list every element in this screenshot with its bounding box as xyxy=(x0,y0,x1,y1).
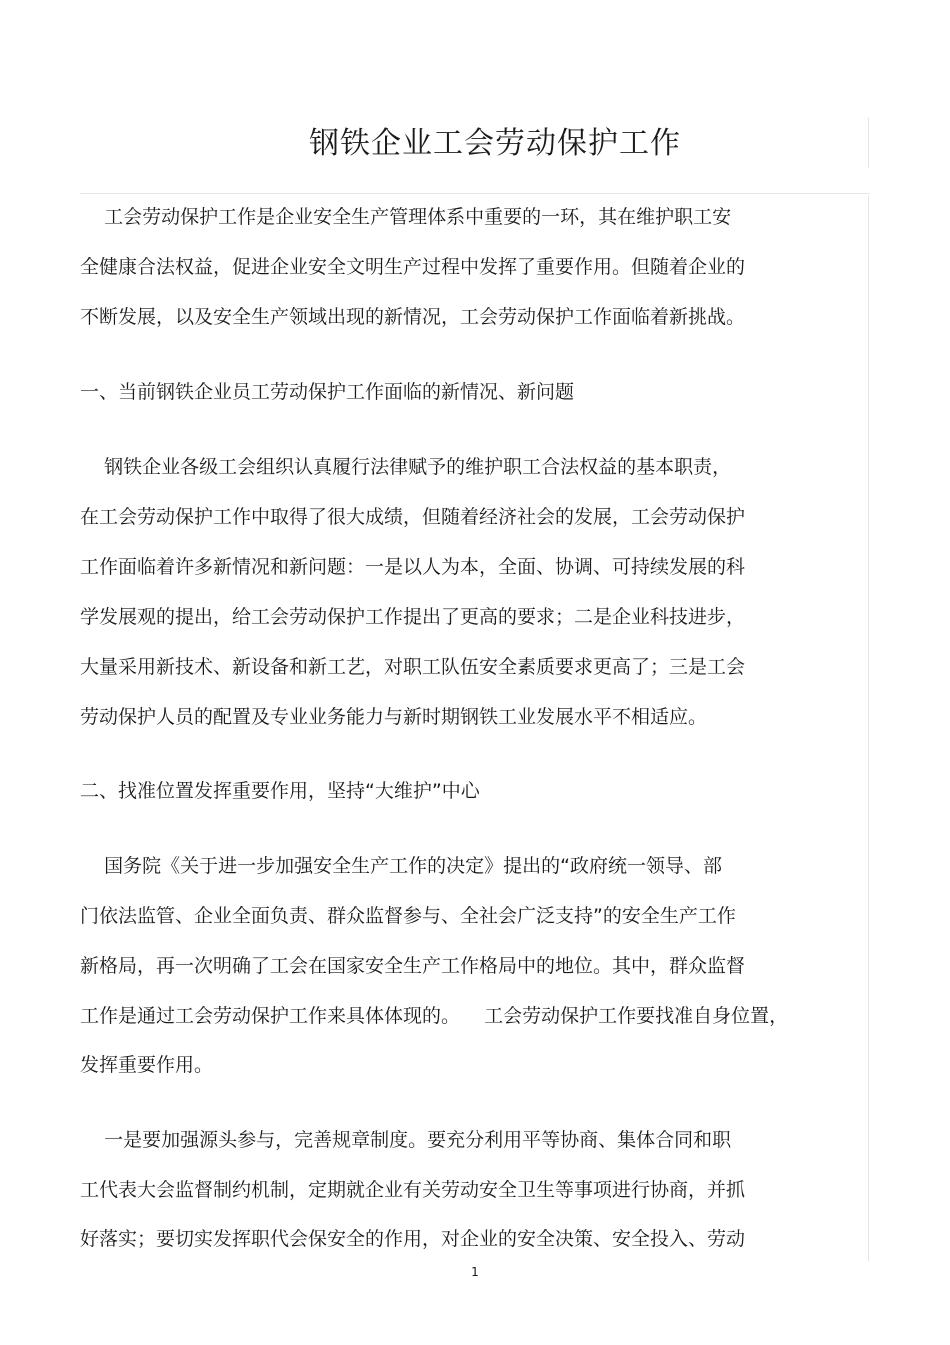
body-line: 劳动保护人员的配置及专业业务能力与新时期钢铁工业发展水平不相适应。 xyxy=(80,706,708,728)
body-line: 工代表大会监督制约机制，定期就企业有关劳动安全卫生等事项进行协商，并抓 xyxy=(80,1179,746,1201)
body-line: 全健康合法权益，促进企业安全文明生产过程中发挥了重要作用。但随着企业的 xyxy=(80,256,746,278)
body-line: 工作面临着许多新情况和新问题：一是以人为本，全面、协调、可持续发展的科 xyxy=(80,556,746,578)
body-line: 工作是通过工会劳动保护工作来具体体现的。 工会劳动保护工作要找准自身位置， xyxy=(80,1005,789,1027)
section-heading-1: 一、当前钢铁企业员工劳动保护工作面临的新情况、新问题 xyxy=(80,381,575,403)
top-right-divider xyxy=(868,118,869,168)
header-divider xyxy=(80,193,870,194)
body-line: 钢铁企业各级工会组织认真履行法律赋予的维护职工合法权益的基本职责， xyxy=(80,456,732,478)
body-line: 不断发展，以及安全生产领域出现的新情况，工会劳动保护工作面临着新挑战。 xyxy=(80,306,746,328)
body-line: 工会劳动保护工作是企业安全生产管理体系中重要的一环，其在维护职工安 xyxy=(80,206,732,228)
body-line: 门依法监管、企业全面负责、群众监督参与、全社会广泛支持”的安全生产工作 xyxy=(80,905,736,927)
body-line: 在工会劳动保护工作中取得了很大成绩，但随着经济社会的发展，工会劳动保护 xyxy=(80,506,746,528)
section-heading-2: 二、找准位置发挥重要作用，坚持“大维护”中心 xyxy=(80,780,480,802)
body-line: 一是要加强源头参与，完善规章制度。要充分利用平等协商、集体合同和职 xyxy=(80,1129,732,1151)
page-number: 1 xyxy=(471,1265,479,1279)
body-line: 国务院《关于进一步加强安全生产工作的决定》提出的“政府统一领导、部 xyxy=(80,855,723,877)
body-line: 好落实；要切实发挥职代会保安全的作用，对企业的安全决策、安全投入、劳动 xyxy=(80,1228,746,1250)
body-line: 大量采用新技术、新设备和新工艺，对职工队伍安全素质要求更高了；三是工会 xyxy=(80,656,746,678)
body-right-divider xyxy=(868,196,869,1261)
body-line: 新格局，再一次明确了工会在国家安全生产工作格局中的地位。其中，群众监督 xyxy=(80,955,746,977)
body-line: 发挥重要作用。 xyxy=(80,1054,214,1076)
document-title: 钢铁企业工会劳动保护工作 xyxy=(309,126,681,161)
body-line: 学发展观的提出，给工会劳动保护工作提出了更高的要求；二是企业科技进步， xyxy=(80,606,746,628)
